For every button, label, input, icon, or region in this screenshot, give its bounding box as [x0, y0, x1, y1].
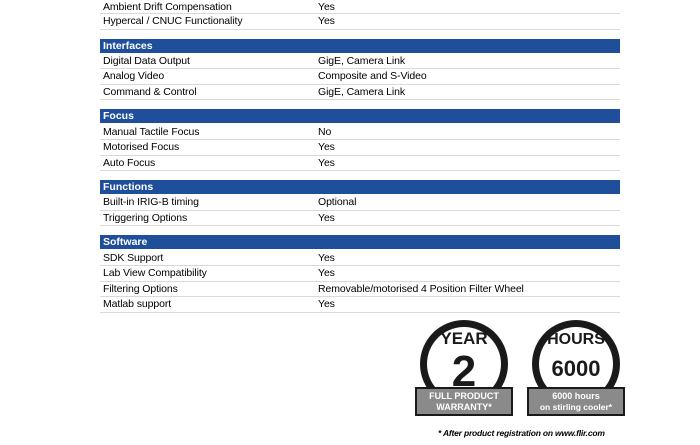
spec-value: Composite and S-Video	[318, 70, 427, 83]
section-functions	[100, 180, 620, 226]
spec-label: Matlab support	[103, 298, 172, 311]
spec-row	[100, 211, 620, 227]
section-interfaces	[100, 39, 620, 101]
spec-label: Auto Focus	[103, 156, 156, 169]
spec-table	[100, 0, 620, 313]
cooler-badge-icon	[524, 318, 628, 418]
footnote: * After product registration on www.flir.com	[438, 428, 605, 438]
cooler-badge-top: HOURS	[547, 331, 605, 348]
section-focus	[100, 109, 620, 171]
warranty-badge-top: YEAR	[440, 329, 488, 348]
spec-row	[100, 282, 620, 298]
spec-label: Analog Video	[103, 70, 165, 83]
spec-label: Lab View Compatibility	[103, 267, 207, 280]
spec-row	[100, 297, 620, 313]
section-header: Focus	[100, 109, 620, 123]
badges	[412, 318, 632, 430]
spec-row	[100, 140, 620, 156]
spec-label: Motorised Focus	[103, 141, 180, 154]
spec-value: Yes	[318, 212, 335, 225]
spec-value: Yes	[318, 0, 335, 13]
spec-row	[100, 14, 620, 30]
spec-row	[100, 54, 620, 70]
spec-row	[100, 156, 620, 172]
cooler-badge-caption-1: 6000 hours	[552, 391, 600, 401]
spec-value: No	[318, 125, 332, 138]
spec-row	[100, 85, 620, 101]
cooler-badge-caption-2: on stirling cooler*	[539, 402, 613, 412]
spec-value: Yes	[318, 156, 335, 169]
spec-label: Triggering Options	[103, 212, 188, 225]
spec-label: Manual Tactile Focus	[103, 125, 200, 138]
section-header: Functions	[100, 180, 620, 194]
warranty-badge-icon	[412, 318, 516, 418]
section-header: Software	[100, 235, 620, 249]
spec-label: Digital Data Output	[103, 54, 190, 67]
spec-label: Filtering Options	[103, 282, 178, 295]
spec-value: Yes	[318, 298, 335, 311]
section-software	[100, 235, 620, 312]
spec-value: Optional	[318, 196, 357, 209]
spec-value: GigE, Camera Link	[318, 86, 406, 99]
spec-label: Command & Control	[103, 86, 197, 99]
warranty-badge-caption-1: FULL PRODUCT	[429, 391, 499, 401]
spec-value: Removable/motorised 4 Position Filter Wheel	[318, 282, 524, 295]
spec-row	[100, 195, 620, 211]
section-header: Interfaces	[100, 39, 620, 53]
spec-value: Yes	[318, 267, 335, 280]
cooler-badge-number: 6000	[551, 356, 601, 381]
spec-value: Yes	[318, 251, 335, 264]
spec-row	[100, 124, 620, 140]
spec-label: Built-in IRIG-B timing	[103, 196, 199, 209]
spec-value: Yes	[318, 15, 335, 28]
spec-row	[100, 0, 620, 14]
spec-row	[100, 69, 620, 85]
spec-label: SDK Support	[103, 251, 164, 264]
spec-label: Ambient Drift Compensation	[103, 0, 232, 13]
warranty-badge-caption-2: WARRANTY*	[436, 402, 492, 412]
warranty-badge-number: 2	[451, 347, 477, 396]
spec-value: Yes	[318, 141, 335, 154]
spec-label: Hypercal / CNUC Functionality	[103, 15, 243, 28]
spec-row	[100, 250, 620, 266]
spec-row	[100, 266, 620, 282]
spec-value: GigE, Camera Link	[318, 54, 406, 67]
